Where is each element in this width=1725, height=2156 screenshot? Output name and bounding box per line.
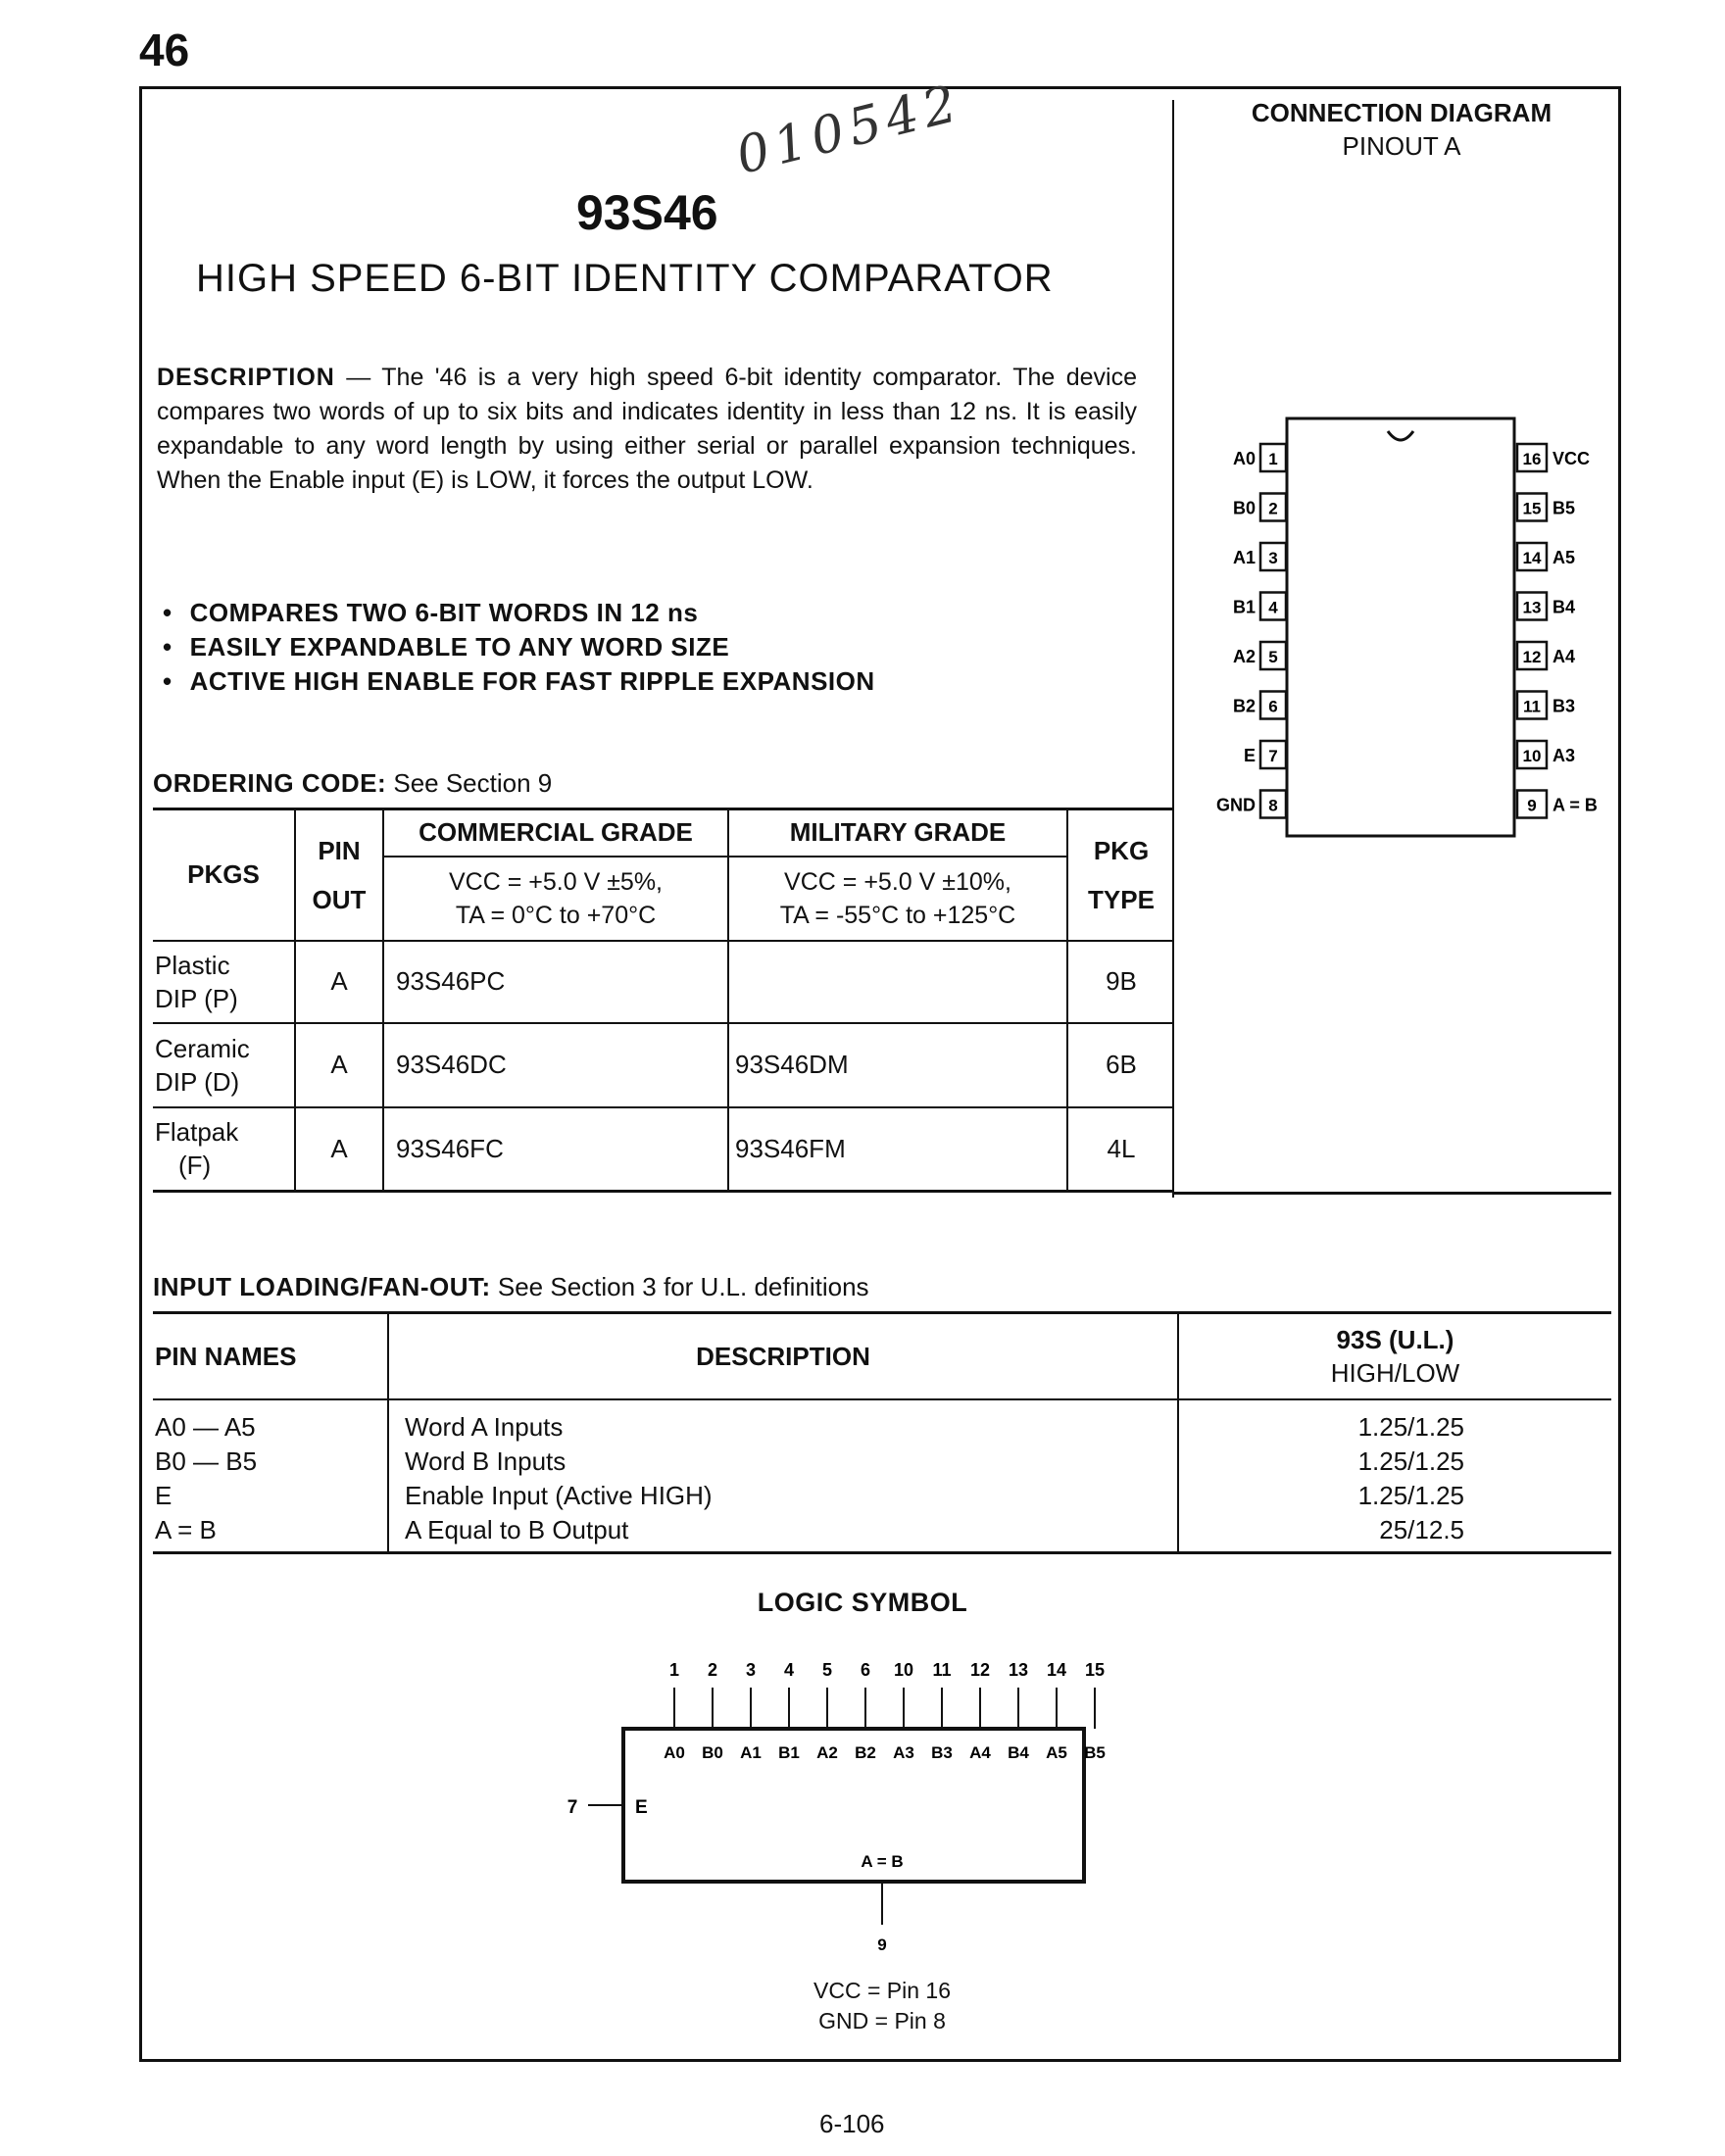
logic-pin-number: 5 bbox=[821, 1660, 833, 1680]
ul-column bbox=[1178, 1399, 1611, 1553]
connection-diagram-subtitle: PINOUT A bbox=[1342, 131, 1461, 161]
ul-value-cell: 1.25/1.25 bbox=[1357, 1481, 1464, 1510]
dip-pin-number: 11 bbox=[1523, 697, 1541, 716]
dip-pin-number: 13 bbox=[1522, 598, 1542, 617]
header-ul-line1: 93S (U.L.) bbox=[1336, 1325, 1454, 1354]
pin-names-column bbox=[153, 1399, 388, 1553]
header-pin-out-line1: PIN bbox=[318, 835, 361, 865]
pin-description-cell: Enable Input (Active HIGH) bbox=[405, 1481, 713, 1510]
logic-pin-number: 11 bbox=[932, 1660, 952, 1680]
ordering-code-label: ORDERING CODE: bbox=[153, 768, 387, 798]
dip-pin-number: 9 bbox=[1527, 796, 1537, 815]
input-loading-label: INPUT LOADING/FAN-OUT: bbox=[153, 1272, 491, 1301]
logic-input-label: A2 bbox=[816, 1743, 838, 1762]
pkg-code: (F) bbox=[178, 1151, 212, 1181]
pkg-cell bbox=[153, 941, 295, 1023]
pkg-code: DIP (D) bbox=[155, 1066, 240, 1097]
ordering-table bbox=[153, 808, 1174, 1193]
pin-name-cell: A = B bbox=[155, 1515, 217, 1544]
header-pin-out-line2: OUT bbox=[312, 884, 367, 914]
commercial-temp: TA = 0°C to +70°C bbox=[455, 901, 657, 929]
header-pkg-type-line2: TYPE bbox=[1088, 884, 1155, 914]
ordering-code-note: See Section 9 bbox=[386, 768, 553, 798]
dip-pin-number: 15 bbox=[1522, 499, 1542, 518]
dip-pin-number: 14 bbox=[1522, 549, 1542, 567]
logic-pin-number: 13 bbox=[1008, 1660, 1029, 1680]
dip-pin-label: A1 bbox=[1232, 548, 1256, 567]
dip-pin-label: GND bbox=[1216, 795, 1256, 815]
dip-pin-label: B1 bbox=[1232, 597, 1256, 617]
input-loading-note: See Section 3 for U.L. definitions bbox=[490, 1272, 869, 1301]
connection-diagram-heading bbox=[1176, 96, 1627, 163]
pkg-cell bbox=[153, 1023, 295, 1107]
output-label: A = B bbox=[861, 1852, 904, 1871]
ul-value-cell: 1.25/1.25 bbox=[1357, 1446, 1464, 1476]
feature-item: • ACTIVE HIGH ENABLE FOR FAST RIPPLE EXPANSION bbox=[163, 664, 875, 699]
header-military-grade: MILITARY GRADE bbox=[728, 809, 1067, 857]
feature-item: • EASILY EXPANDABLE TO ANY WORD SIZE bbox=[163, 630, 875, 664]
input-loading-heading bbox=[153, 1272, 869, 1302]
dip-pin-label: A4 bbox=[1552, 647, 1576, 666]
logic-pin-number: 14 bbox=[1046, 1660, 1067, 1680]
header-description: DESCRIPTION bbox=[388, 1313, 1178, 1400]
pin-name-cell: B0 — B5 bbox=[155, 1446, 258, 1476]
pkg-name: Flatpak bbox=[155, 1117, 239, 1148]
ul-value-cell: 25/12.5 bbox=[1379, 1515, 1464, 1544]
dip-pin-label: A3 bbox=[1552, 746, 1576, 765]
dip-pin-number: 8 bbox=[1268, 796, 1278, 815]
feature-item: • COMPARES TWO 6-BIT WORDS IN 12 ns bbox=[163, 596, 875, 630]
commercial-part-cell: 93S46DC bbox=[383, 1023, 728, 1107]
output-pin-number: 9 bbox=[877, 1936, 887, 1954]
pkg-cell bbox=[153, 1107, 295, 1192]
description-column bbox=[388, 1399, 1178, 1553]
enable-pin-number: 7 bbox=[567, 1797, 578, 1818]
header-ul-line2: HIGH/LOW bbox=[1330, 1358, 1460, 1388]
input-loading-table bbox=[153, 1311, 1611, 1554]
logic-pin-number: 15 bbox=[1084, 1660, 1106, 1680]
dip-pin-label: A5 bbox=[1552, 548, 1576, 567]
ordering-row bbox=[153, 1107, 1174, 1192]
pin1-notch bbox=[1388, 431, 1413, 440]
logic-input-label: A4 bbox=[969, 1743, 991, 1762]
ordering-row bbox=[153, 1023, 1174, 1107]
pin-description-cell: A Equal to B Output bbox=[405, 1515, 629, 1544]
dip-pin-number: 5 bbox=[1268, 648, 1278, 666]
dip-pin-label: B5 bbox=[1552, 498, 1576, 518]
dip-pin-label: B0 bbox=[1232, 498, 1256, 518]
pkg-type-cell: 4L bbox=[1067, 1107, 1174, 1192]
logic-pin-number: 12 bbox=[969, 1660, 991, 1680]
ordering-code-heading bbox=[153, 768, 552, 799]
dip-pin-number: 2 bbox=[1268, 499, 1278, 518]
header-pkgs: PKGS bbox=[153, 809, 295, 941]
description-paragraph bbox=[157, 361, 1137, 498]
pins-group bbox=[1216, 444, 1598, 818]
pkg-code: DIP (P) bbox=[155, 983, 238, 1013]
logic-input-label: B5 bbox=[1084, 1743, 1106, 1762]
page-footer-number: 6-106 bbox=[819, 2109, 885, 2138]
military-part-cell: 93S46FM bbox=[728, 1107, 1067, 1192]
logic-input-label: B3 bbox=[931, 1743, 953, 1762]
pkg-name: Plastic bbox=[155, 950, 230, 980]
dip-pin-number: 1 bbox=[1268, 450, 1278, 468]
chip-body bbox=[1287, 418, 1514, 836]
commercial-part-cell: 93S46PC bbox=[383, 941, 728, 1023]
logic-input-label: B0 bbox=[702, 1743, 723, 1762]
commercial-vcc: VCC = +5.0 V ±5%, bbox=[449, 867, 663, 896]
pin-name-cell: A0 — A5 bbox=[155, 1412, 256, 1442]
dip-pin-label: A0 bbox=[1232, 449, 1256, 468]
enable-input-label: E bbox=[635, 1797, 648, 1818]
logic-pin-number: 2 bbox=[707, 1660, 718, 1680]
feature-list bbox=[163, 596, 875, 699]
pkg-type-cell: 9B bbox=[1067, 941, 1174, 1023]
military-part-cell: 93S46DM bbox=[728, 1023, 1067, 1107]
header-ul bbox=[1178, 1313, 1611, 1400]
logic-input-label: A5 bbox=[1046, 1743, 1067, 1762]
dip-pin-number: 16 bbox=[1522, 450, 1542, 468]
logic-top-pins bbox=[664, 1660, 1106, 1762]
dip-pin-label: B3 bbox=[1552, 696, 1576, 716]
military-conditions bbox=[728, 857, 1067, 941]
pkg-name: Ceramic bbox=[155, 1033, 250, 1063]
dip-pin-number: 7 bbox=[1268, 747, 1278, 765]
dip-pin-label: B4 bbox=[1552, 597, 1576, 617]
dip-pin-label: E bbox=[1243, 746, 1256, 765]
dip-pin-label: VCC bbox=[1552, 449, 1591, 468]
gnd-note: GND = Pin 8 bbox=[818, 2008, 946, 2034]
military-vcc: VCC = +5.0 V ±10%, bbox=[784, 867, 1011, 896]
header-pin-out bbox=[295, 809, 383, 941]
header-pin-names: PIN NAMES bbox=[153, 1313, 388, 1400]
dip-pin-number: 6 bbox=[1268, 697, 1278, 716]
ordering-table-bottom-rule bbox=[1172, 1192, 1611, 1195]
military-temp: TA = -55°C to +125°C bbox=[779, 901, 1016, 929]
dip-pin-label: A2 bbox=[1232, 647, 1256, 666]
dip-pin-label: B2 bbox=[1232, 696, 1256, 716]
logic-symbol-diagram bbox=[529, 1648, 1157, 1962]
page-number: 46 bbox=[139, 24, 190, 75]
dip-pin-label: A = B bbox=[1552, 795, 1598, 815]
logic-input-label: B4 bbox=[1008, 1743, 1029, 1762]
logic-pin-number: 10 bbox=[893, 1660, 914, 1680]
logic-pin-number: 4 bbox=[783, 1660, 795, 1680]
header-pkg-type bbox=[1067, 809, 1174, 941]
logic-pin-number: 6 bbox=[860, 1660, 871, 1680]
pin-out-cell: A bbox=[295, 1023, 383, 1107]
dip-pin-number: 10 bbox=[1522, 747, 1542, 765]
military-part-cell bbox=[728, 941, 1067, 1023]
pin-out-cell: A bbox=[295, 941, 383, 1023]
logic-input-label: B1 bbox=[778, 1743, 800, 1762]
vcc-note: VCC = Pin 16 bbox=[813, 1978, 951, 2003]
logic-pin-number: 1 bbox=[668, 1660, 680, 1680]
dip-pin-number: 4 bbox=[1268, 598, 1278, 617]
part-subtitle: HIGH SPEED 6-BIT IDENTITY COMPARATOR bbox=[196, 257, 1054, 300]
power-pin-notes bbox=[745, 1976, 1019, 2036]
pin-name-cell: E bbox=[155, 1481, 172, 1510]
part-number-title: 93S46 bbox=[576, 185, 718, 240]
logic-input-label: A3 bbox=[893, 1743, 914, 1762]
pin-description-cell: Word B Inputs bbox=[405, 1446, 567, 1476]
logic-pin-number: 3 bbox=[745, 1660, 757, 1680]
header-commercial-grade: COMMERCIAL GRADE bbox=[383, 809, 728, 857]
handwritten-note: 010542 bbox=[730, 74, 968, 186]
logic-input-label: B2 bbox=[855, 1743, 876, 1762]
connection-diagram-title: CONNECTION DIAGRAM bbox=[1251, 98, 1552, 127]
dip-pin-number: 12 bbox=[1522, 648, 1542, 666]
description-text: — The '46 is a very high speed 6-bit identity comparator. The device compares two words of up to six bits and indicates identity in less than 12 ns. It is easily expandable to any word length by using either serial or parallel expansion techniques. When the Enable input (E) is LOW, it forces the output LOW. bbox=[157, 364, 1137, 494]
logic-input-label: A1 bbox=[740, 1743, 762, 1762]
dip-pin-number: 3 bbox=[1268, 549, 1278, 567]
pin-out-cell: A bbox=[295, 1107, 383, 1192]
ul-value-cell: 1.25/1.25 bbox=[1357, 1412, 1464, 1442]
pkg-type-cell: 6B bbox=[1067, 1023, 1174, 1107]
header-pkg-type-line1: PKG bbox=[1093, 835, 1150, 865]
pin-description-cell: Word A Inputs bbox=[405, 1412, 564, 1442]
dip-pinout-diagram bbox=[1174, 392, 1627, 853]
ordering-row bbox=[153, 941, 1174, 1023]
commercial-part-cell: 93S46FC bbox=[383, 1107, 728, 1192]
commercial-conditions bbox=[383, 857, 728, 941]
logic-symbol-title: LOGIC SYMBOL bbox=[757, 1588, 968, 1617]
description-label: DESCRIPTION bbox=[157, 364, 335, 391]
logic-input-label: A0 bbox=[664, 1743, 685, 1762]
